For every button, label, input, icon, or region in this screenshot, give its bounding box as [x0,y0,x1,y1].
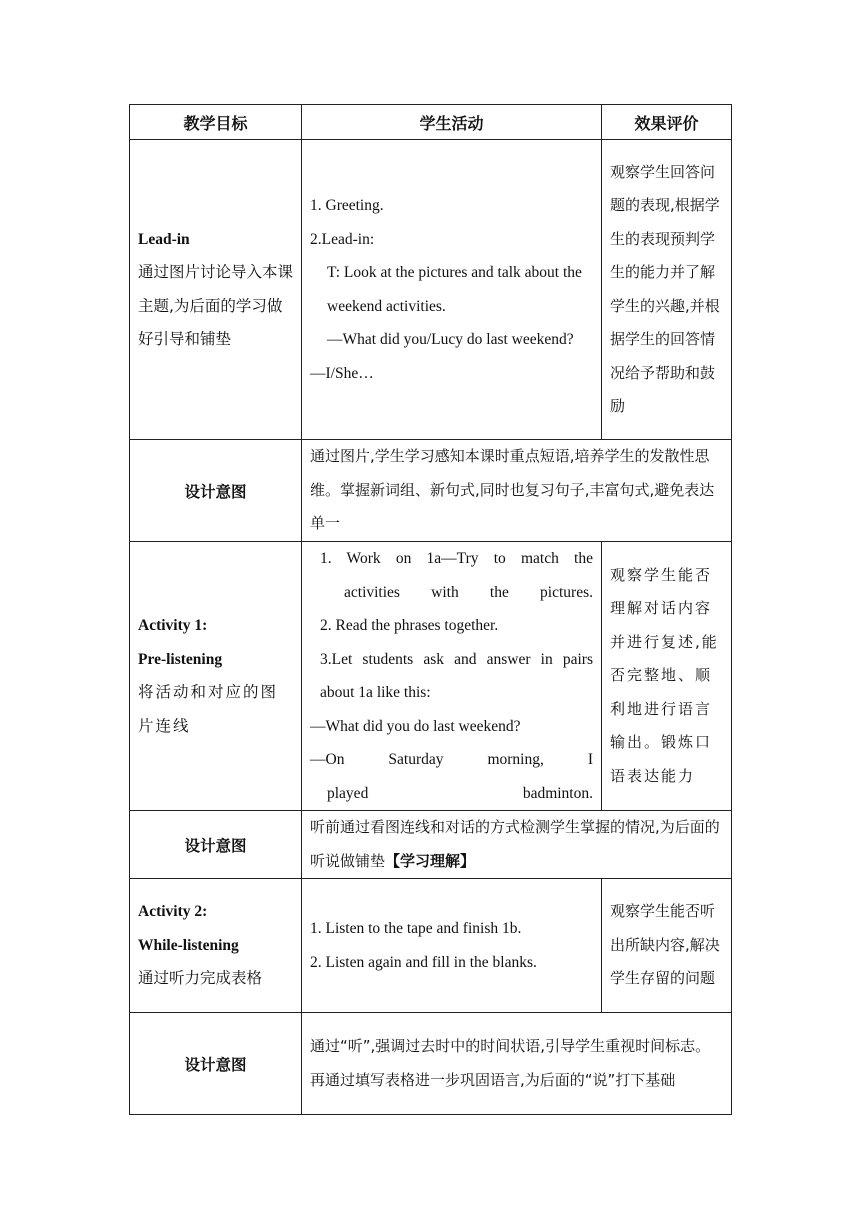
learning-tag: 【学习理解】 [385,851,476,870]
header-goal: 教学目标 [130,105,302,140]
lead-in-activity-cell [302,140,602,440]
intent-text-3: 通过“听”,强调过去时中的时间状语,引导学生重视时间标志。再通过填写表格进一步巩固语言,为后面的“说”打下基础 [302,1013,732,1115]
header-row [130,105,732,140]
intent-row-2 [130,811,732,879]
activity-2-row [130,879,732,1013]
lesson-plan-table [129,104,732,1115]
activity-1-subtitle: Pre-listening [138,650,223,668]
lead-in-goal-cell [130,140,302,440]
lead-in-row [130,140,732,440]
activity-1-row [130,542,732,811]
activity-1-line-2: 2. Read the phrases together. [320,617,499,634]
activity-2-line-1: 1. Listen to the tape and finish 1b. [310,920,522,937]
activity-1-line-3: 3.Let students ask and answer in pairs about 1a like this: [320,650,593,701]
lead-in-line-1: 1. Greeting. [310,197,384,214]
header-evaluation: 效果评价 [602,105,732,140]
lead-in-line-2: 2.Lead-in: [310,230,375,248]
activity-2-goal-desc: 通过听力完成表格 [138,969,263,988]
activity-1-line-1: 1. Work on 1a—Try to match the activities with the pictures. [320,550,593,601]
activity-1-goal-cell [130,542,302,811]
intent-label-1: 设计意图 [130,440,302,542]
lead-in-title: Lead-in [138,230,190,248]
intent-text-2-cell [302,811,732,879]
lead-in-line-5: —I/She… [310,364,374,382]
activity-2-goal-cell [130,879,302,1013]
lead-in-line-4: —What did you/Lucy do last weekend? [327,331,574,348]
activity-1-evaluation: 观察学生能否理解对话内容并进行复述,能否完整地、顺利地进行语言输出。锻炼口语表达能力 [602,542,732,811]
activity-1-goal-desc: 将活动和对应的图片连线 [138,683,279,735]
activity-2-line-2: 2. Listen again and fill in the blanks. [310,953,537,971]
activity-1-line-5: —On Saturday morning, I played badminton. [310,751,593,802]
header-activity: 学生活动 [302,105,602,140]
lead-in-line-3: T: Look at the pictures and talk about the weekend activities. [327,264,582,315]
lead-in-goal-desc: 通过图片讨论导入本课主题,为后面的学习做好引导和铺垫 [138,263,294,348]
intent-text-2: 听前通过看图连线和对话的方式检测学生掌握的情况,为后面的听说做铺垫 [310,818,720,870]
activity-2-subtitle: While-listening [138,936,239,954]
lead-in-evaluation: 观察学生回答问题的表现,根据学生的表现预判学生的能力并了解学生的兴趣,并根据学生的回答情况给予帮助和鼓励 [602,140,732,440]
activity-1-line-4: —What did you do last weekend? [310,717,521,735]
intent-row-3 [130,1013,732,1115]
activity-2-evaluation: 观察学生能否听出所缺内容,解决学生存留的问题 [602,879,732,1013]
intent-text-1: 通过图片,学生学习感知本课时重点短语,培养学生的发散性思维。掌握新词组、新句式,同时也复习句子,丰富句式,避免表达单一 [302,440,732,542]
activity-1-title: Activity 1: [138,617,208,634]
intent-label-3: 设计意图 [130,1013,302,1115]
intent-label-2: 设计意图 [130,811,302,879]
intent-row-1 [130,440,732,542]
activity-1-activity-cell [302,542,602,811]
activity-2-activity-cell [302,879,602,1013]
activity-2-title: Activity 2: [138,903,208,921]
